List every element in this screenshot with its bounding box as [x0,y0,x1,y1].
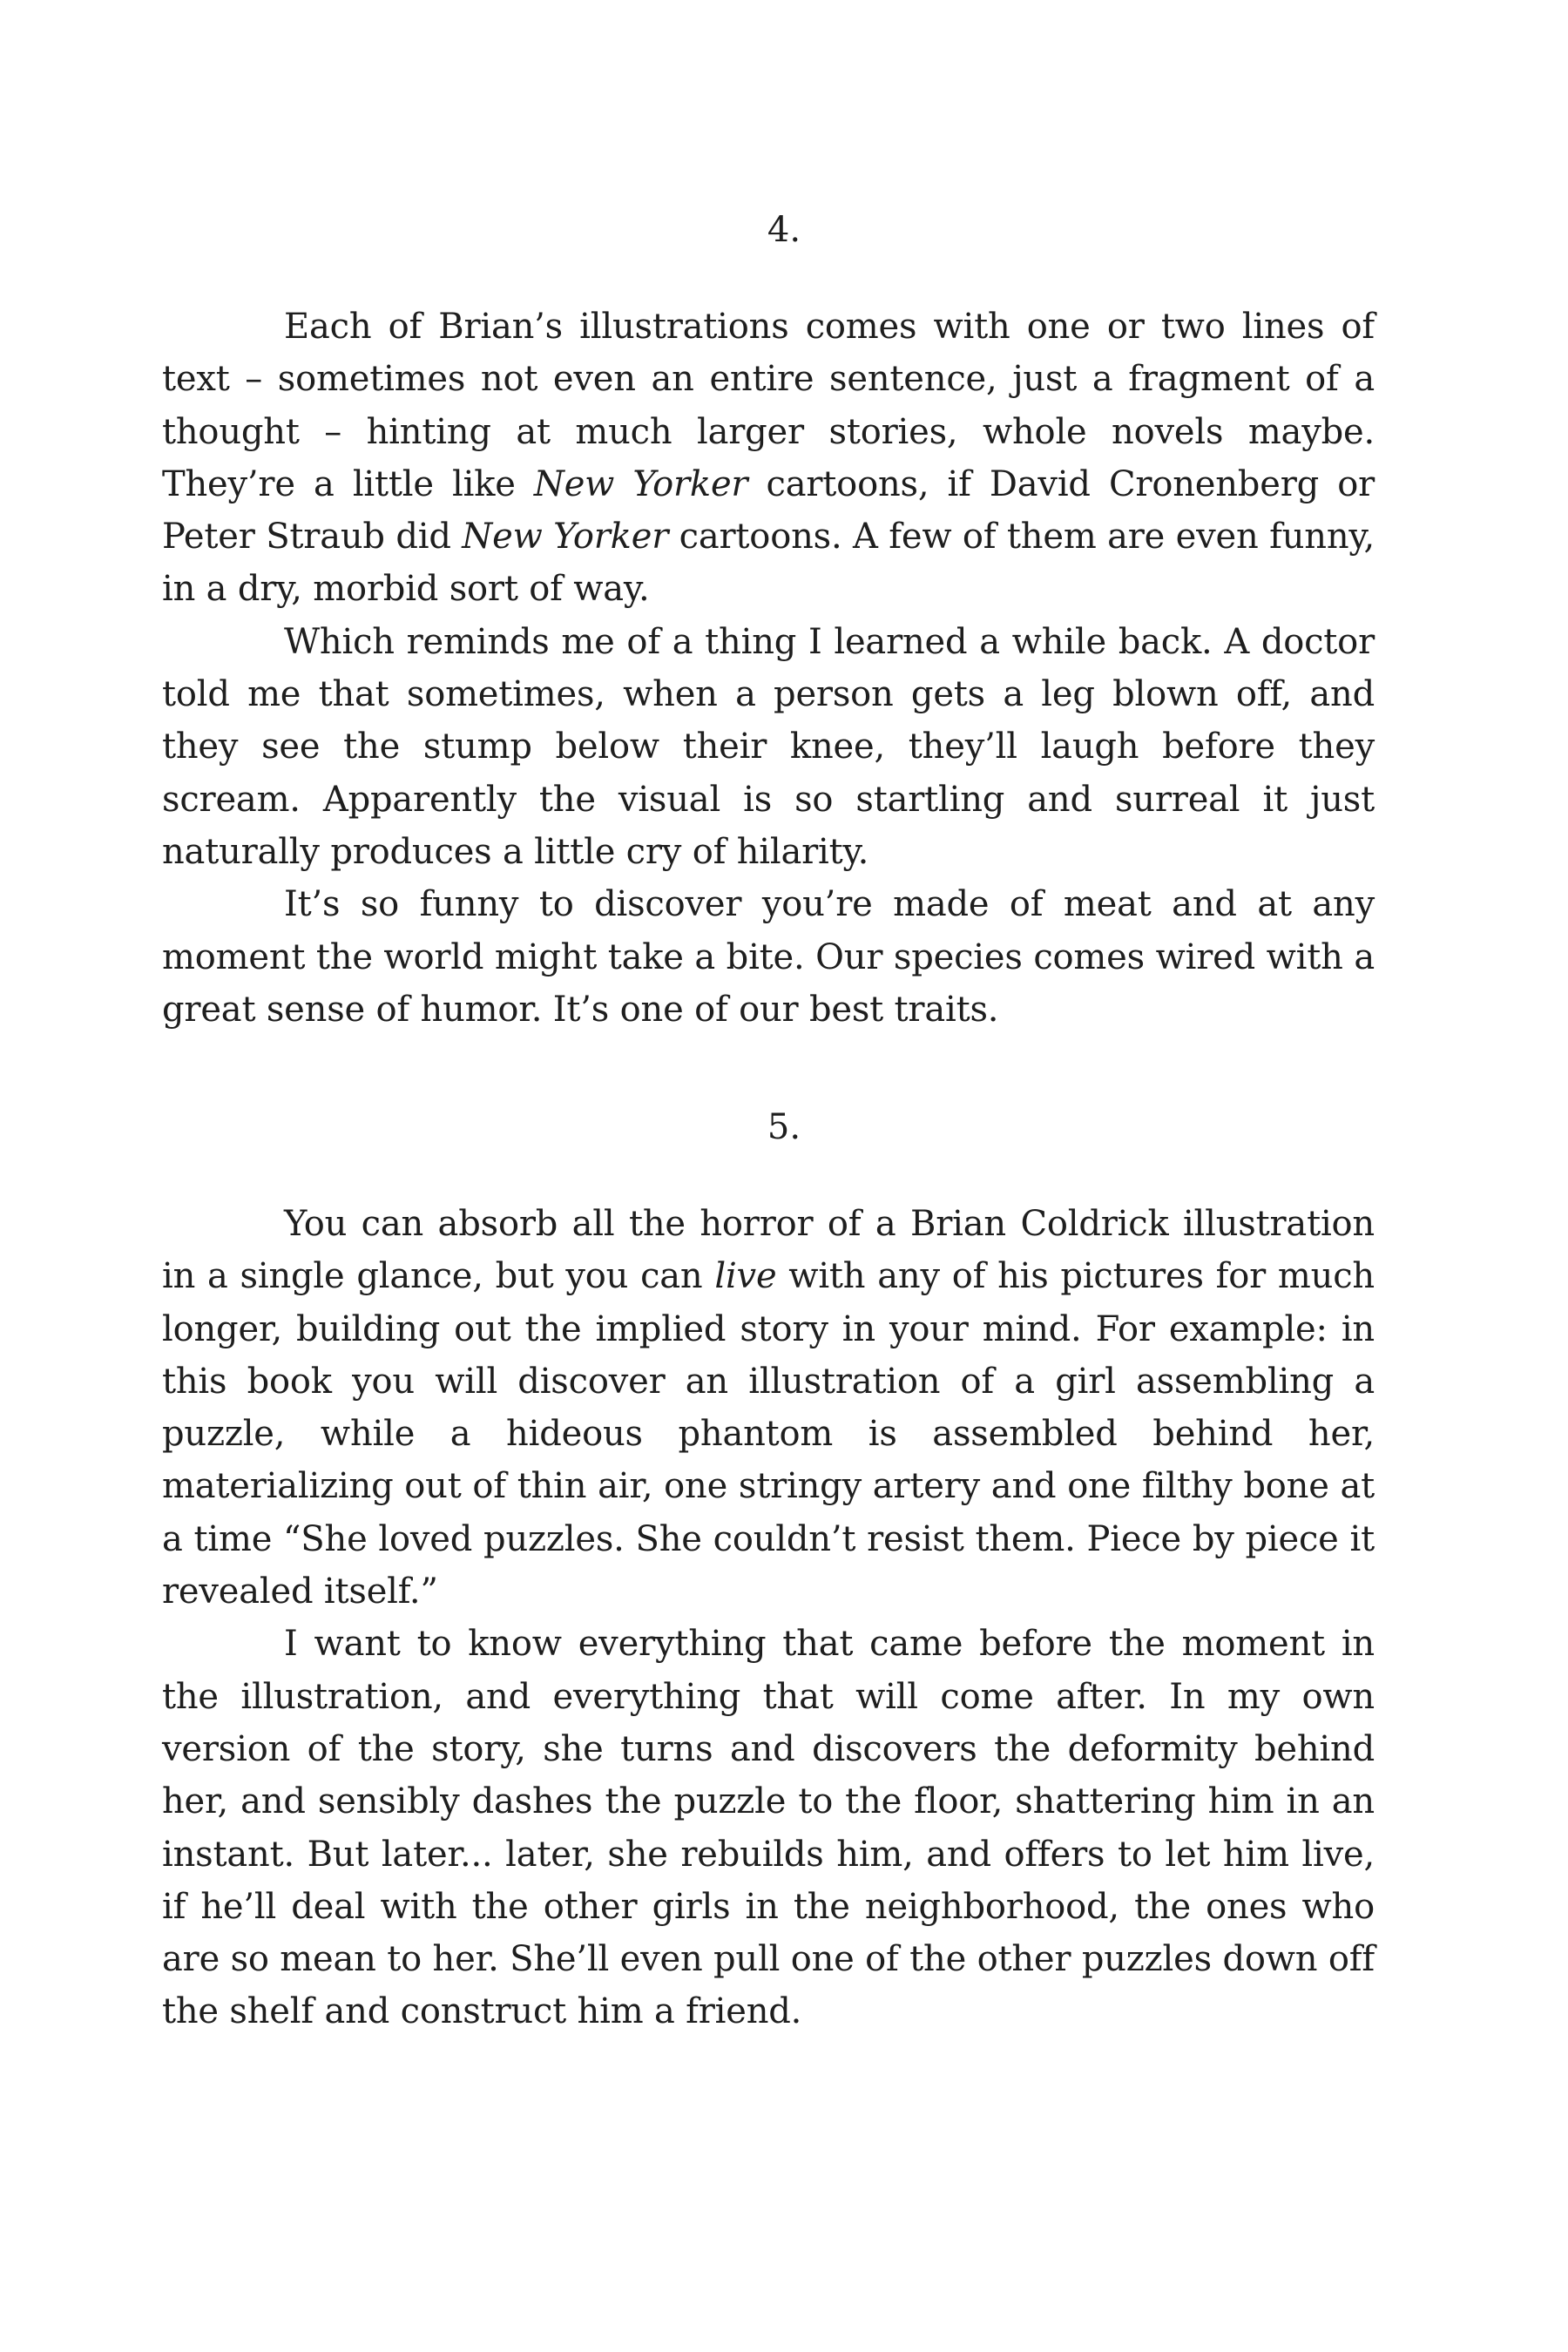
text-run: cartoons, if David Cronenberg or Peter Straub did [162,463,1375,558]
text-run: It’s so funny to discover you’re made of meat and at any moment the world might take a bite. Our species comes wired with a great sense of humor. It’s one of our best traits. [162,884,1375,1030]
text-run: with any of his pictures for much longer, building out the implied story in your mind. For example: in this book you will discover an illustration of a girl assembling a puzzle, while a hideous phantom is assembled behind her, materializing out of thin air, one stringy artery and one filthy bone at a time “She loved puzzles. She couldn’t resist them. Piece by piece it revealed itself.” [162,1256,1375,1612]
paragraph [162,1198,1375,1618]
paragraph [162,301,1375,616]
paragraph [162,616,1375,878]
text-run: cartoons. A few of them are even funny, in a dry, morbid sort of way. [162,517,1375,610]
text-run: You can absorb all the horror of a Brian Coldrick illustration in a single glance, but you can [162,1204,1375,1297]
section-number-5: 5. [767,1107,801,1147]
italic-emphasis: live [714,1256,777,1297]
italic-title: New Yorker [462,517,669,558]
section-4-text [162,301,1375,1036]
text-run: Each of Brian’s illustrations comes with one or two lines of text – sometimes not even an entire sentence, just a fragment of a thought – hinting at much larger stories, whole novels maybe. They’re a little like [162,307,1375,504]
paragraph [162,1618,1375,2038]
text-run: Which reminds me of a thing I learned a while back. A doctor told me that sometimes, when a person gets a leg blown off, and they see the stump below their knee, they’ll laugh before they scream. Apparently the visual is so startling and surreal it just naturally produces a little cry of hilarity. [162,621,1375,872]
text-run: I want to know everything that came before the moment in the illustration, and everything that will come after. In my own version of the story, she turns and discovers the deformity behind her, and sensibly dashes the puzzle to the floor, shattering him in an instant. But later... later, she rebuilds him, and offers to let him live, if he’ll deal with the other girls in the neighborhood, the ones who are so mean to her. She’ll even pull one of the other puzzles down off the shelf and construct him a friend. [162,1624,1375,2032]
paragraph [162,878,1375,1036]
section-number-4: 4. [767,210,801,250]
italic-title: New Yorker [533,463,748,504]
section-5-text [162,1198,1375,2038]
